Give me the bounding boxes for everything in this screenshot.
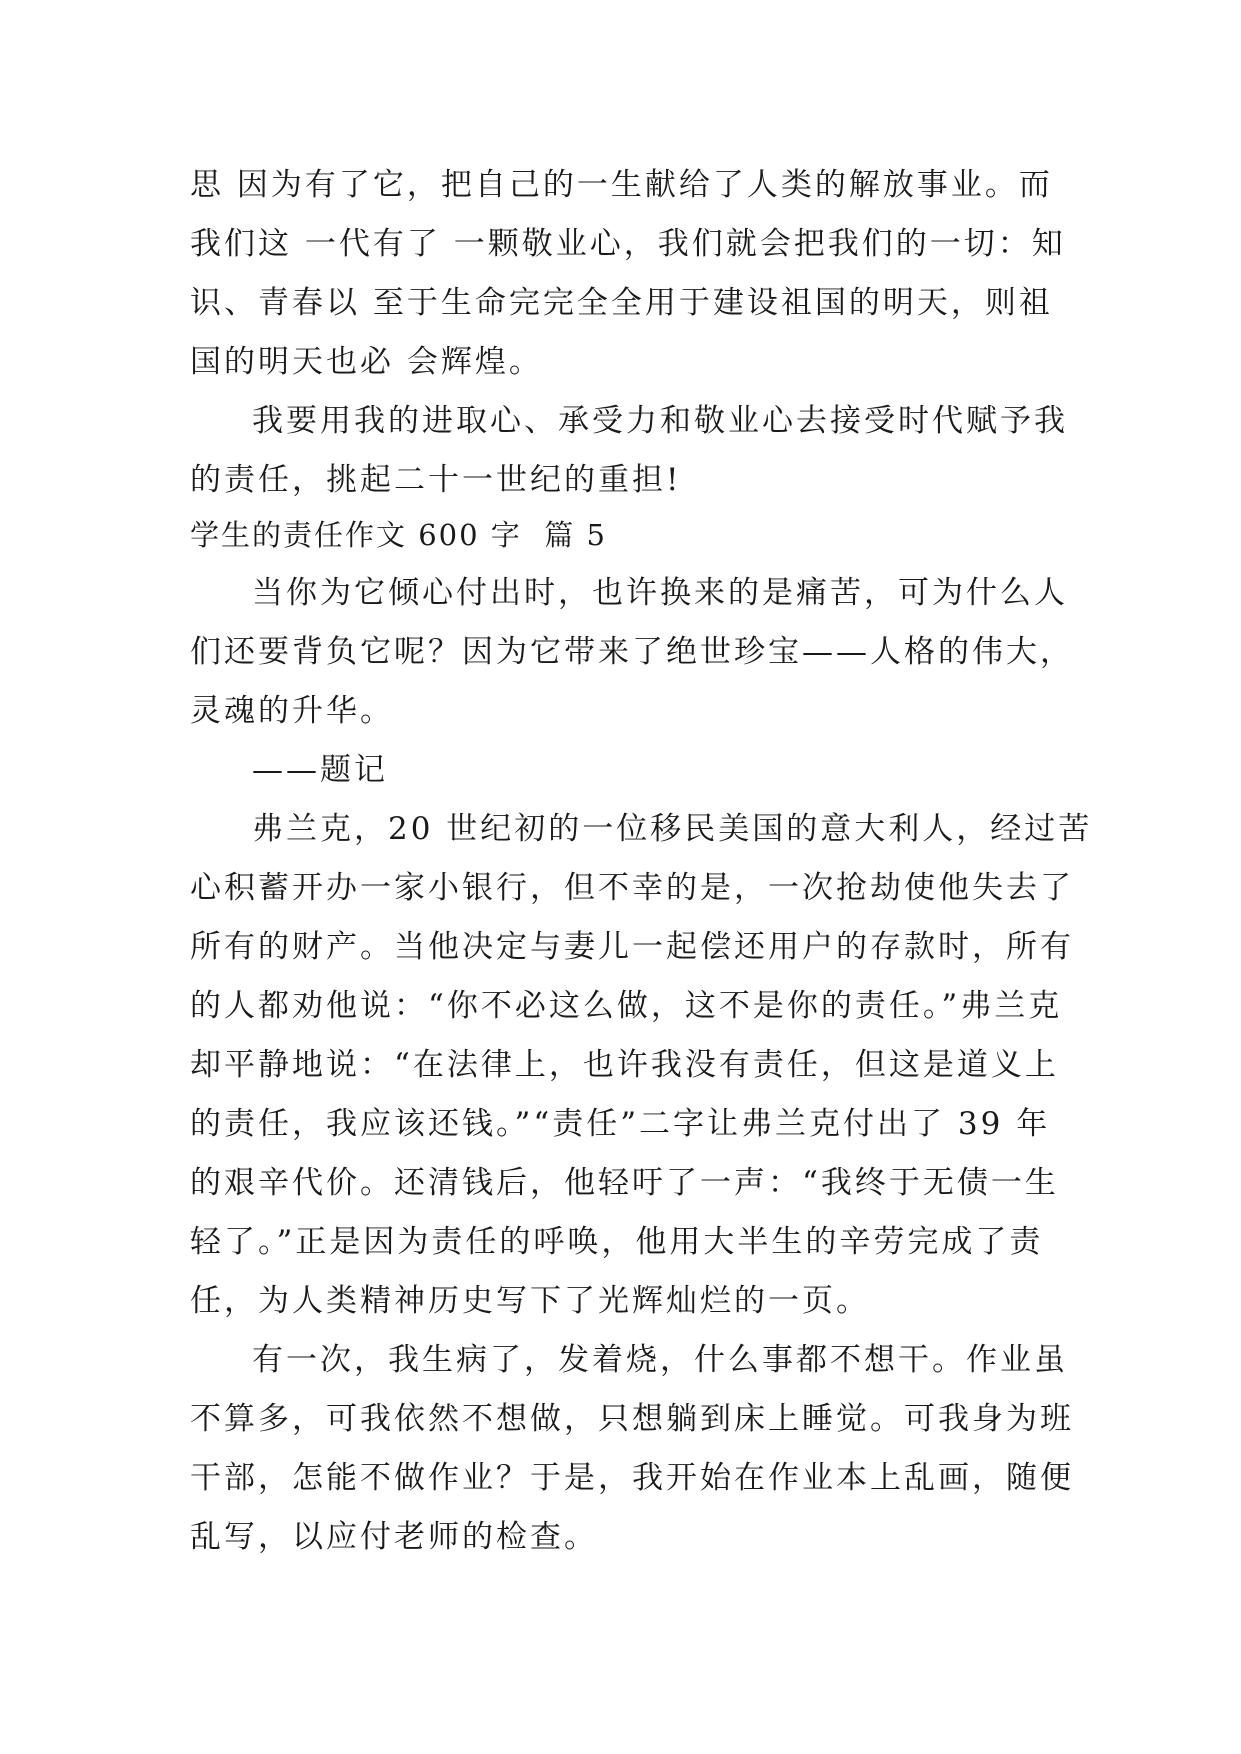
text-line: 的人都劝他说：“你不必这么做，这不是你的责任。”弗兰克 [190,988,1063,1024]
text-line: 国的明天也必 会辉煌。 [190,344,543,380]
text-line: 思 因为有了它，把自己的一生献给了人类的解放事业。而 [190,167,1053,203]
paragraph-first-line: 弗兰克，20 世纪初的一位移民美国的意大利人，经过苦 [252,811,1093,847]
paragraph-first-line: 我要用我的进取心、承受力和敬业心去接受时代赋予我 [252,403,1068,439]
text-line: 我们这 一代有了 一颗敬业心，我们就会把我们的一切：知 [190,226,1066,262]
paragraph-first-line: 当你为它倾心付出时，也许换来的是痛苦，可为什么人 [252,575,1068,611]
text-line: 们还要背负它呢？因为它带来了绝世珍宝——人格的伟大， [190,634,1074,670]
text-line: 的责任，挑起二十一世纪的重担! [190,462,682,498]
text-line: 不算多，可我依然不想做，只想躺到床上睡觉。可我身为班 [190,1401,1074,1437]
text-line: 所有的财产。当他决定与妻儿一起偿还用户的存款时，所有 [190,929,1074,965]
text-line: 识、青春以 至于生命完完全全用于建设祖国的明天，则祖 [190,285,1053,321]
text-line: 干部，怎能不做作业？于是，我开始在作业本上乱画，随便 [190,1460,1074,1496]
text-line: 任，为人类精神历史写下了光辉灿烂的一页。 [190,1283,870,1319]
text-line: 心积蓄开办一家小银行，但不幸的是，一次抢劫使他失去了 [190,870,1074,906]
text-line: 乱写，以应付老师的检查。 [190,1519,598,1555]
paragraph-first-line: 有一次，我生病了，发着烧，什么事都不想干。作业虽 [252,1342,1068,1378]
section-heading: 学生的责任作文 600 字 篇 5 [190,518,607,552]
text-line: 的责任，我应该还钱。”“责任”二字让弗兰克付出了 39 年 [190,1106,1051,1142]
text-line: 却平静地说：“在法律上，也许我没有责任，但这是道义上 [190,1047,1059,1083]
text-line: 轻了。”正是因为责任的呼唤，他用大半生的辛劳完成了责 [190,1224,1044,1260]
epigraph-attribution: ——题记 [252,752,388,788]
text-line: 的艰辛代价。还清钱后，他轻吁了一声：“我终于无债一生 [190,1165,1059,1201]
text-line: 灵魂的升华。 [190,693,394,729]
